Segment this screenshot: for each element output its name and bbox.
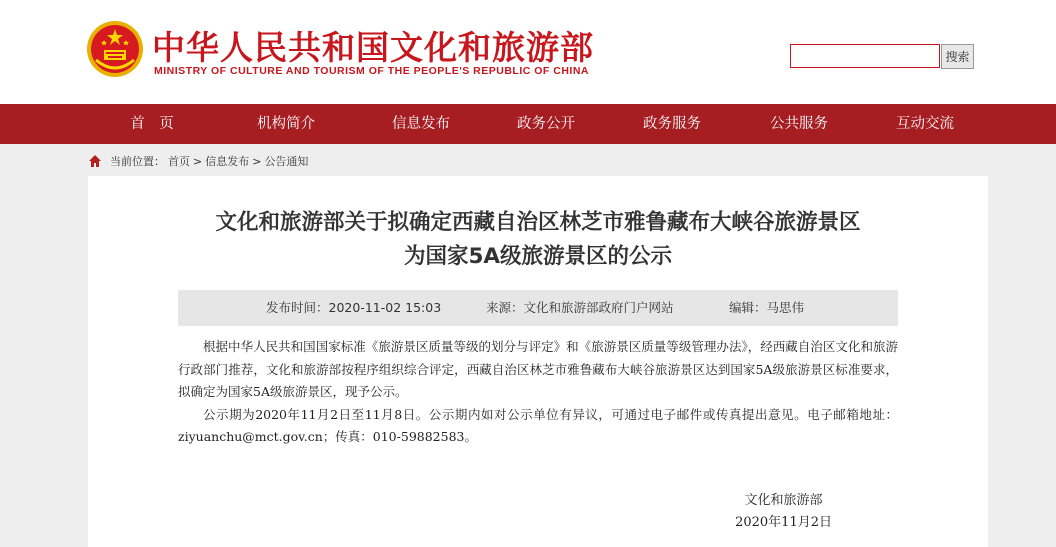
article-paragraph: 根据中华人民共和国国家标准《旅游景区质量等级的划分与评定》和《旅游景区质量等级管理办法》，经西藏自治区文化和旅游行政部门推荐，文化和旅游部按程序组织综合评定，西藏自治区林芝市雅鲁藏布大峡谷旅游景区达到国家5A级旅游景区标准要求，拟确定为国家5A级旅游景区，现予公示。 (178, 339, 898, 399)
source-label: 来源： (486, 300, 524, 315)
site-header (0, 0, 1056, 104)
nav-item-home[interactable]: 首 页 (130, 116, 174, 132)
nav-item-news[interactable]: 信息发布 (392, 116, 450, 132)
editor-label: 编辑： (729, 300, 767, 315)
source-value: 文化和旅游部政府门户网站 (523, 300, 674, 315)
breadcrumb-item-home[interactable]: 首页 (168, 155, 190, 168)
breadcrumb-item-news[interactable]: 信息发布 (205, 155, 250, 168)
publish-date (266, 290, 441, 326)
main-nav (0, 104, 1056, 144)
article-title (88, 206, 988, 274)
site-title[interactable]: 中华人民共和国文化和旅游部 (152, 28, 594, 67)
signature-date: 2020年11月2日 (735, 515, 832, 530)
article-signature (735, 490, 832, 534)
article-source (486, 290, 674, 326)
signature-org: 文化和旅游部 (744, 493, 823, 508)
breadcrumb-separator: > (252, 154, 262, 168)
publish-date-label: 发布时间： (266, 300, 329, 315)
nav-item-government-affairs[interactable]: 政务公开 (517, 116, 575, 132)
breadcrumb-separator: > (193, 154, 203, 168)
search-button[interactable]: 搜索 (941, 44, 974, 69)
breadcrumb-label: 当前位置： (110, 155, 165, 168)
editor-value: 马思伟 (766, 300, 805, 315)
article-body (178, 336, 898, 449)
article-panel (88, 176, 988, 547)
nav-item-about[interactable]: 机构简介 (257, 116, 315, 132)
nav-item-interaction[interactable]: 互动交流 (896, 116, 954, 132)
site-subtitle: MINISTRY OF CULTURE AND TOURISM OF THE PEOPLE'S REPUBLIC OF CHINA (154, 65, 589, 77)
nav-item-government-services[interactable]: 政务服务 (643, 116, 701, 132)
national-emblem-icon[interactable] (86, 20, 144, 78)
home-icon (88, 154, 102, 168)
publish-date-value: 2020-11-02 15:03 (328, 300, 442, 315)
article-paragraph: 公示期为2020年11月2日至11月8日。公示期内如对公示单位有异议，可通过电子邮件或传真提出意见。电子邮箱地址：ziyuanchu@mct.gov.cn；传真：010-59882583。 (178, 406, 898, 444)
article-meta (178, 290, 898, 326)
breadcrumb-item-notices[interactable]: 公告通知 (264, 155, 309, 168)
nav-item-public-services[interactable]: 公共服务 (770, 116, 828, 132)
breadcrumb (88, 152, 311, 170)
search-input[interactable] (790, 44, 940, 68)
article-editor (729, 290, 804, 326)
article-title-line2: 为国家5A级旅游景区的公示 (403, 244, 673, 269)
article-title-line1: 文化和旅游部关于拟确定西藏自治区林芝市雅鲁藏布大峡谷旅游景区 (215, 210, 861, 235)
